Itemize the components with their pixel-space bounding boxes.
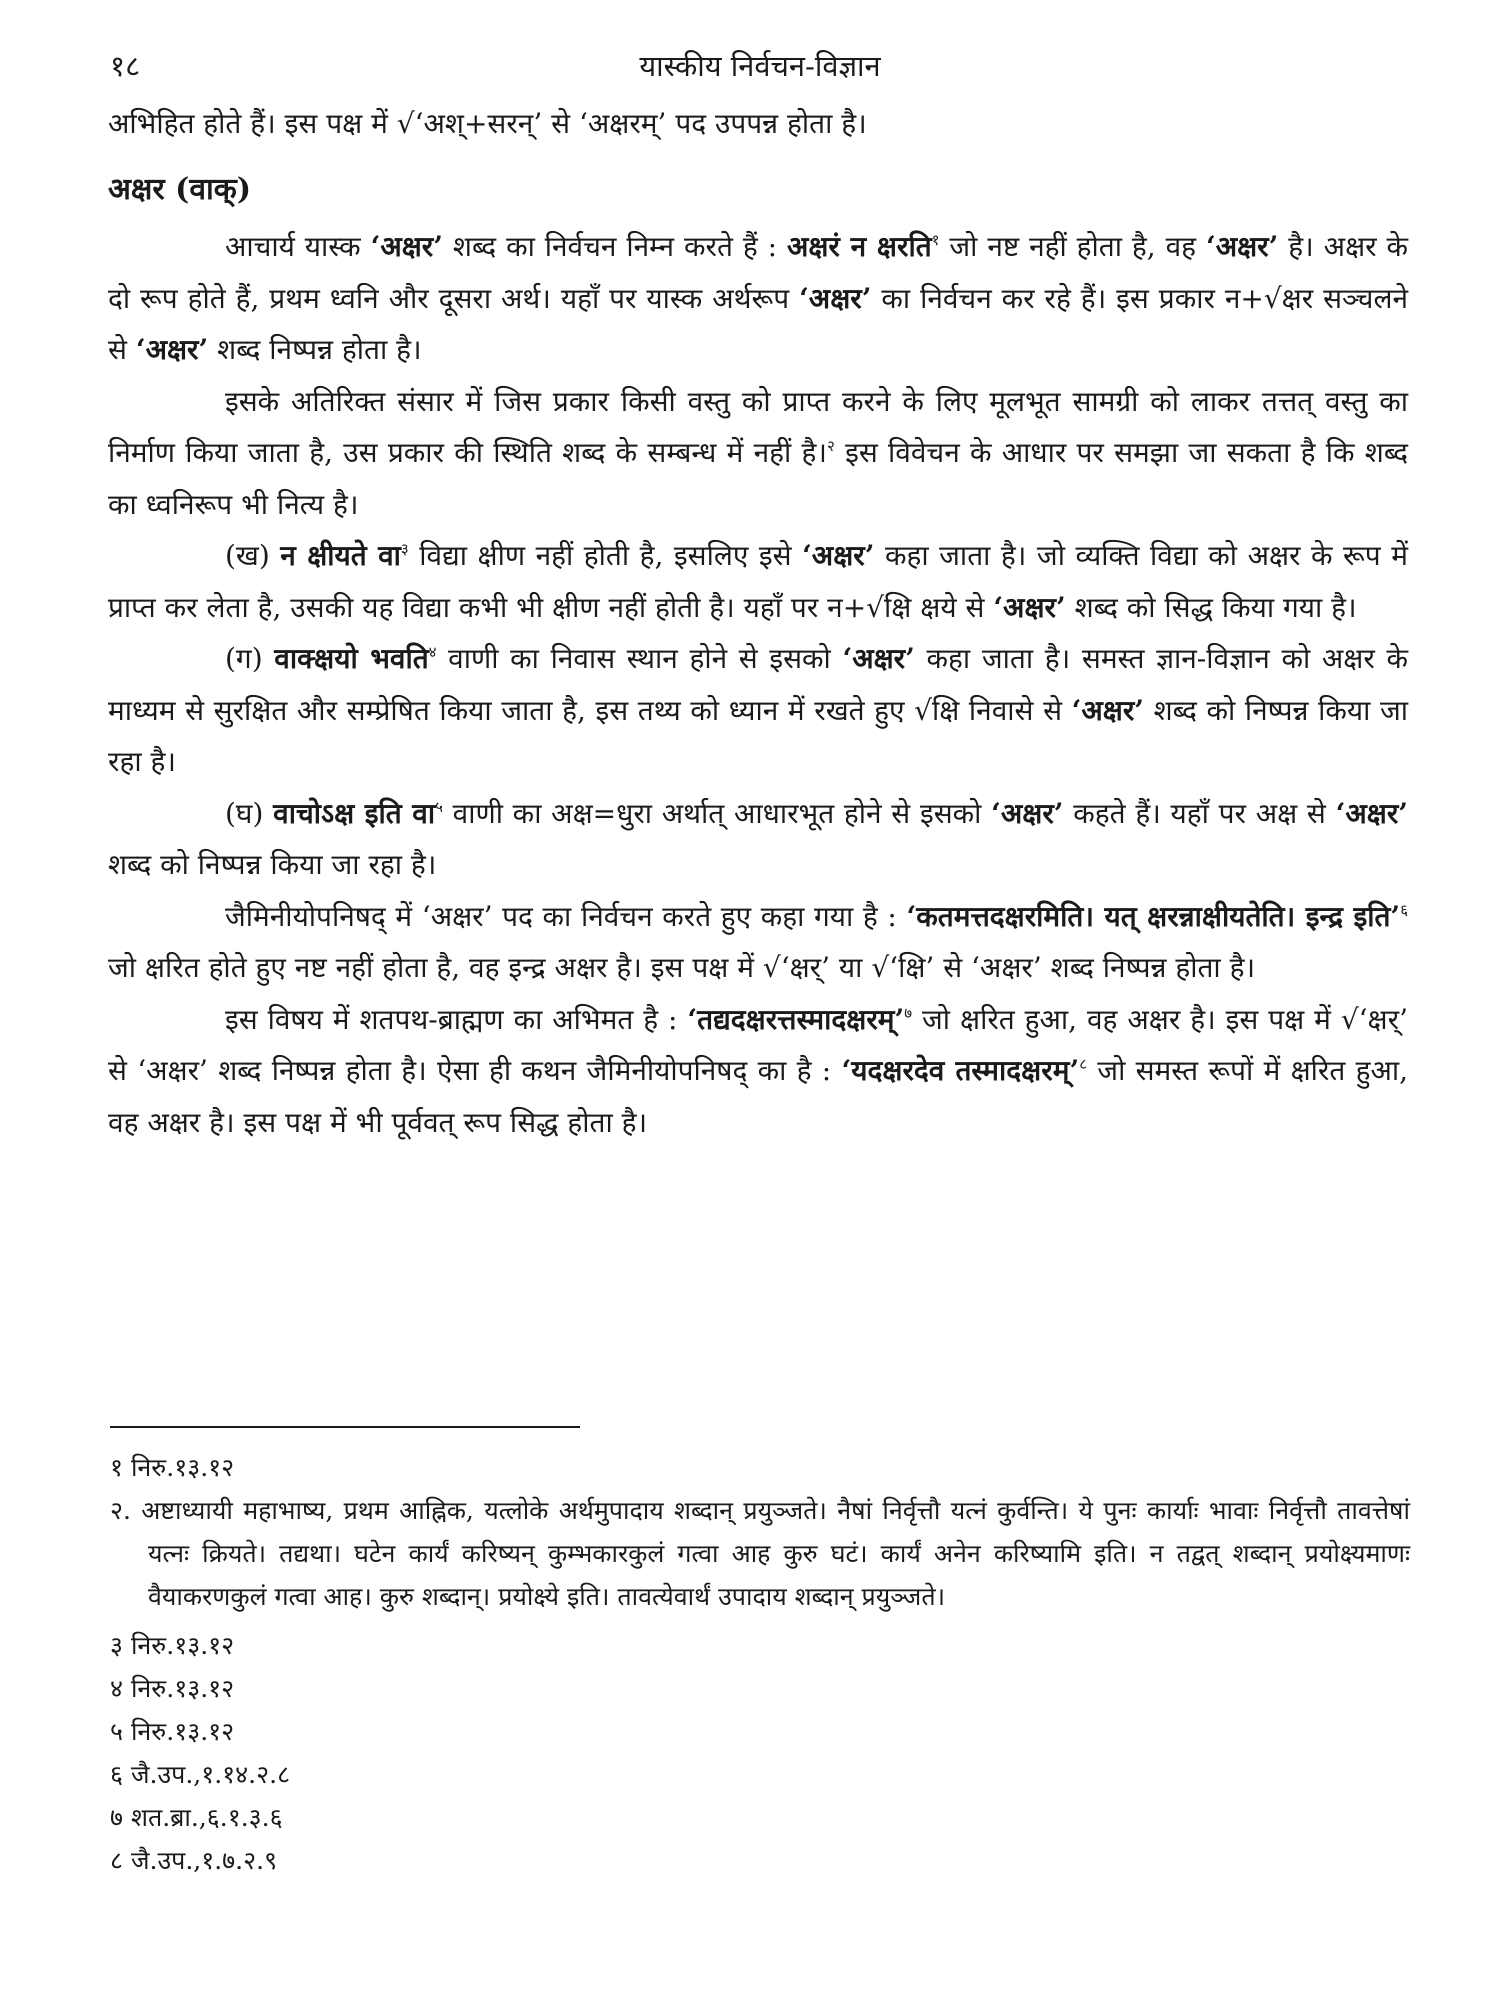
- footnote-separator: [110, 1426, 580, 1428]
- footnote-ref: ६: [1400, 900, 1408, 919]
- footnote-ref: ३: [400, 540, 409, 558]
- footnote-ref: १: [931, 231, 940, 249]
- paragraph-continuation: अभिहित होते हैं। इस पक्ष में √‘अश्+सरन्’ से ‘अक्षरम्’ पद उपपन्न होता है।: [108, 107, 867, 140]
- paragraph-7: इस विषय में शतपथ-ब्राह्मण का अभिमत है : ‘तद्यदक्षरत्तस्मादक्षरम्’$^७$ जो क्षरित हुआ, वह अक्षर है। इस पक्ष में √‘क्षर्’ से ‘अक्षर’ शब्द निष्पन्न होता है। ऐसा ही कथन जैमिनीयोपनिषद् का है : ‘यदक्षरदेव तस्मादक्षरम्’$^८$ जो समस्त रूपों में क्षरित हुआ, वह अक्षर है। इस पक्ष में भी पूर्ववत् रूप सिद्ध होता है।: [108, 1002, 1408, 1139]
- footnote-ref: ८: [1079, 1055, 1088, 1073]
- footnote-6: ६ जै.उप.,१.१४.२.८: [110, 1760, 291, 1789]
- paragraph-2: इसके अतिरिक्त संसार में जिस प्रकार किसी वस्तु को प्राप्त करने के लिए मूलभूत सामग्री को लाकर तत्तत् वस्तु का निर्माण किया जाता है, उस प्रकार की स्थिति शब्द के सम्बन्ध में नहीं है।$^२$ इस विवेचन के आधार पर समझा जा सकता है कि शब्द का ध्वनिरूप भी नित्य है।: [108, 384, 1409, 521]
- paragraph-1: आचार्य यास्क ‘अक्षर’ शब्द का निर्वचन निम्न करते हैं : अक्षरं न क्षरति$^१$ जो नष्ट नहीं होता है, वह ‘अक्षर’ है। अक्षर के दो रूप होते हैं, प्रथम ध्वनि और दूसरा अर्थ। यहाँ पर यास्क अर्थरूप ‘अक्षर’ का निर्वचन कर रहे हैं। इस प्रकार न+√क्षर सञ्चलने से ‘अक्षर’ शब्द निष्पन्न होता है।: [108, 230, 1409, 366]
- footnote-1: १ निरु.१३.१२: [110, 1453, 235, 1482]
- footnote-ref: ५: [435, 797, 443, 816]
- footnote-4: ४ निरु.१३.१२: [110, 1674, 235, 1703]
- footnote-ref: ७: [904, 1003, 913, 1022]
- page-header: [110, 46, 1410, 98]
- footnote-5: ५ निरु.१३.१२: [110, 1717, 235, 1746]
- paragraph-3: (ख) न क्षीयते वा$^३$ विद्या क्षीण नहीं होती है, इसलिए इसे ‘अक्षर’ कहा जाता है। जो व्यक्ति विद्या को अक्षर के रूप में प्राप्त कर लेता है, उसकी यह विद्या कभी भी क्षीण नहीं होती है। यहाँ पर न+√क्षि क्षये से ‘अक्षर’ शब्द को सिद्ध किया गया है।: [108, 539, 1408, 624]
- footnote-2: २. अष्टाध्यायी महाभाष्य, प्रथम आह्निक, यत्लोके अर्थमुपादाय शब्दान् प्रयुञ्जते। नैषां निर्वृत्तौ यत्नं कुर्वन्ति। ये पुनः कार्याः भावाः निर्वृत्तौ तावत्तेषां यत्नः क्रियते। तद्यथा। घटेन कार्यं करिष्यन् कुम्भकारकुलं गत्वा आह कुरु घटं। कार्यं अनेन करिष्यामि इति। न तद्वत् शब्दान् प्रयोक्ष्यमाणः वैयाकरणकुलं गत्वा आह। कुरु शब्दान्। प्रयोक्ष्ये इति। तावत्येवार्थं उपादाय शब्दान् प्रयुञ्जते।: [110, 1496, 1410, 1611]
- paragraph-5: (घ) वाचोऽक्ष इति वा$^५$ वाणी का अक्ष=धुरा अर्थात् आधारभूत होने से इसको ‘अक्षर’ कहते हैं। यहाँ पर अक्ष से ‘अक्षर’ शब्द को निष्पन्न किया जा रहा है।: [108, 796, 1409, 881]
- paragraph-6: जैमिनीयोपनिषद् में ‘अक्षर’ पद का निर्वचन करते हुए कहा गया है : ‘कतमत्तदक्षरमिति। यत् क्षरन्नाक्षीयतेति। इन्द्र इति’$^६$ जो क्षरित होते हुए नष्ट नहीं होता है, वह इन्द्र अक्षर है। इस पक्ष में √‘क्षर्’ या √‘क्षि’ से ‘अक्षर’ शब्द निष्पन्न होता है।: [108, 899, 1408, 984]
- footnote-7: ७ शत.ब्रा.,६.१.३.६: [110, 1803, 283, 1832]
- footnote-3: ३ निरु.१३.१२: [110, 1631, 235, 1660]
- paragraph-4: (ग) वाक्क्षयो भवति$^४$ वाणी का निवास स्थान होने से इसको ‘अक्षर’ कहा जाता है। समस्त ज्ञान-विज्ञान को अक्षर के माध्यम से सुरक्षित और सम्प्रेषित किया जाता है, इस तथ्य को ध्यान में रखते हुए √क्षि निवासे से ‘अक्षर’ शब्द को निष्पन्न किया जा रहा है।: [108, 642, 1409, 778]
- footnote-8: ८ जै.उप.,१.७.२.९: [110, 1846, 278, 1875]
- footnote-ref: ४: [428, 643, 437, 661]
- main-text: [108, 98, 1408, 1148]
- footnote-ref: २: [827, 437, 835, 455]
- running-title: यास्कीय निर्वचन-विज्ञान: [639, 49, 881, 83]
- page-number: १८: [110, 49, 141, 83]
- footnotes: [110, 1446, 1410, 1882]
- section-heading: अक्षर (वाक्): [108, 171, 252, 207]
